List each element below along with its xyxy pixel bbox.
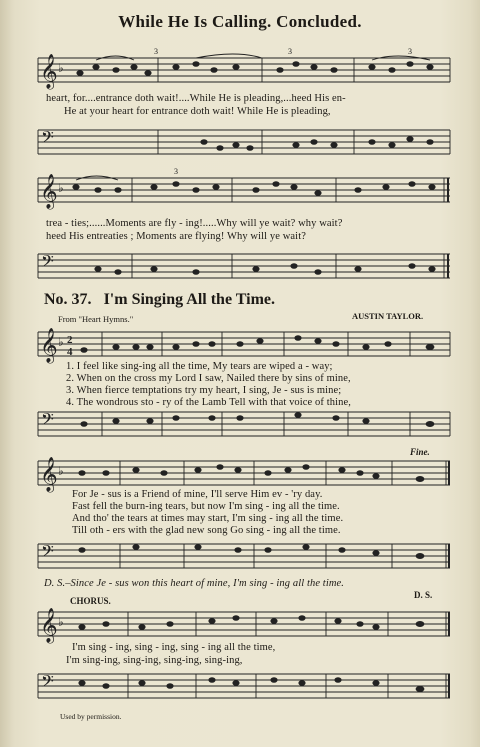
time-signature-bottom: 4	[67, 346, 73, 358]
ds-mark: D. S.	[414, 590, 433, 600]
lyric-line: trea - ties;......Moments are fly - ing!.....Why will ye wait? why wait?	[46, 218, 343, 229]
svg-text:♭: ♭	[58, 61, 64, 75]
treble-staff-5	[36, 604, 452, 644]
svg-text:♭: ♭	[58, 181, 64, 195]
svg-text:♭: ♭	[58, 335, 64, 349]
svg-text:𝄞: 𝄞	[40, 329, 58, 362]
bass-staff-2	[36, 246, 452, 286]
svg-text:𝄢: 𝄢	[41, 411, 54, 433]
treble-staff-1	[36, 47, 452, 90]
fine-mark: Fine.	[410, 447, 430, 457]
ds-lyric-line: D. S.–Since Je - sus won this heart of mine, I'm sing - ing all the time.	[44, 578, 345, 589]
chorus-lyric-line: I'm sing-ing, sing-ing, sing-ing, sing-ing,	[66, 655, 243, 666]
triplet-mark: 3	[174, 167, 178, 176]
verse-line: 2. When on the cross my Lord I saw, Nailed there by sins of mine,	[66, 373, 351, 384]
lyric-line: He at your heart for entrance doth wait! While He is pleading,	[64, 106, 331, 117]
svg-text:𝄢: 𝄢	[41, 673, 54, 695]
treble-staff-2	[36, 167, 452, 210]
permission-note: Used by permission.	[60, 712, 122, 721]
bass-staff-4	[36, 536, 452, 576]
triplet-mark: 3	[154, 47, 158, 56]
time-signature-top: 2	[67, 334, 73, 346]
refrain-line: Fast fell the burn-ing tears, but now I'm sing - ing all the time.	[72, 501, 340, 512]
refrain-line: For Je - sus is a Friend of mine, I'll serve Him ev - 'ry day.	[72, 489, 323, 500]
svg-text:𝄞: 𝄞	[40, 54, 58, 89]
svg-text:𝄢: 𝄢	[41, 129, 54, 151]
refrain-line: And tho' the tears at times may start, I'm sing - ing all the time.	[72, 513, 344, 524]
svg-text:𝄞: 𝄞	[40, 609, 58, 642]
hymn-title: I'm Singing All the Time.	[103, 291, 276, 308]
chorus-label: CHORUS.	[70, 596, 111, 606]
treble-staff-3	[36, 324, 452, 364]
svg-text:𝄢: 𝄢	[41, 253, 54, 275]
svg-text:𝄢: 𝄢	[41, 543, 54, 565]
verse-line: 4. The wondrous sto - ry of the Lamb Tell with that voice of thine,	[66, 397, 351, 408]
hymn-number: No. 37.	[44, 291, 92, 308]
hymn-heading	[44, 291, 275, 309]
bass-staff-1	[36, 122, 452, 162]
chorus-lyric-line: I'm sing - ing, sing - ing, sing - ing all the time,	[72, 642, 276, 653]
bass-staff-3	[36, 404, 452, 444]
lyric-line: heart, for....entrance doth wait!....While He is pleading,...heed His en-	[46, 93, 346, 104]
verse-line: 1. I feel like sing-ing all the time, My tears are wiped a - way;	[66, 361, 333, 372]
svg-text:♭: ♭	[58, 615, 64, 629]
bass-staff-5	[36, 666, 452, 706]
triplet-mark: 3	[408, 47, 412, 56]
verse-line: 3. When fierce temptations try my heart, I sing, Je - sus is mine;	[66, 385, 342, 396]
hymn-author: AUSTIN TAYLOR.	[352, 311, 424, 321]
refrain-line: Till oth - ers with the glad new song Go sing - ing all the time.	[72, 525, 341, 536]
svg-text:𝄞: 𝄞	[40, 175, 58, 208]
page-title: While He Is Calling. Concluded.	[118, 12, 362, 31]
svg-text:♭: ♭	[58, 464, 64, 478]
hymn-source: From "Heart Hymns."	[58, 314, 134, 324]
triplet-mark: 3	[288, 47, 292, 56]
svg-text:𝄞: 𝄞	[40, 458, 58, 491]
treble-staff-4	[36, 453, 452, 493]
lyric-line: heed His entreaties ; Moments are flying! Why will ye wait?	[46, 231, 306, 242]
